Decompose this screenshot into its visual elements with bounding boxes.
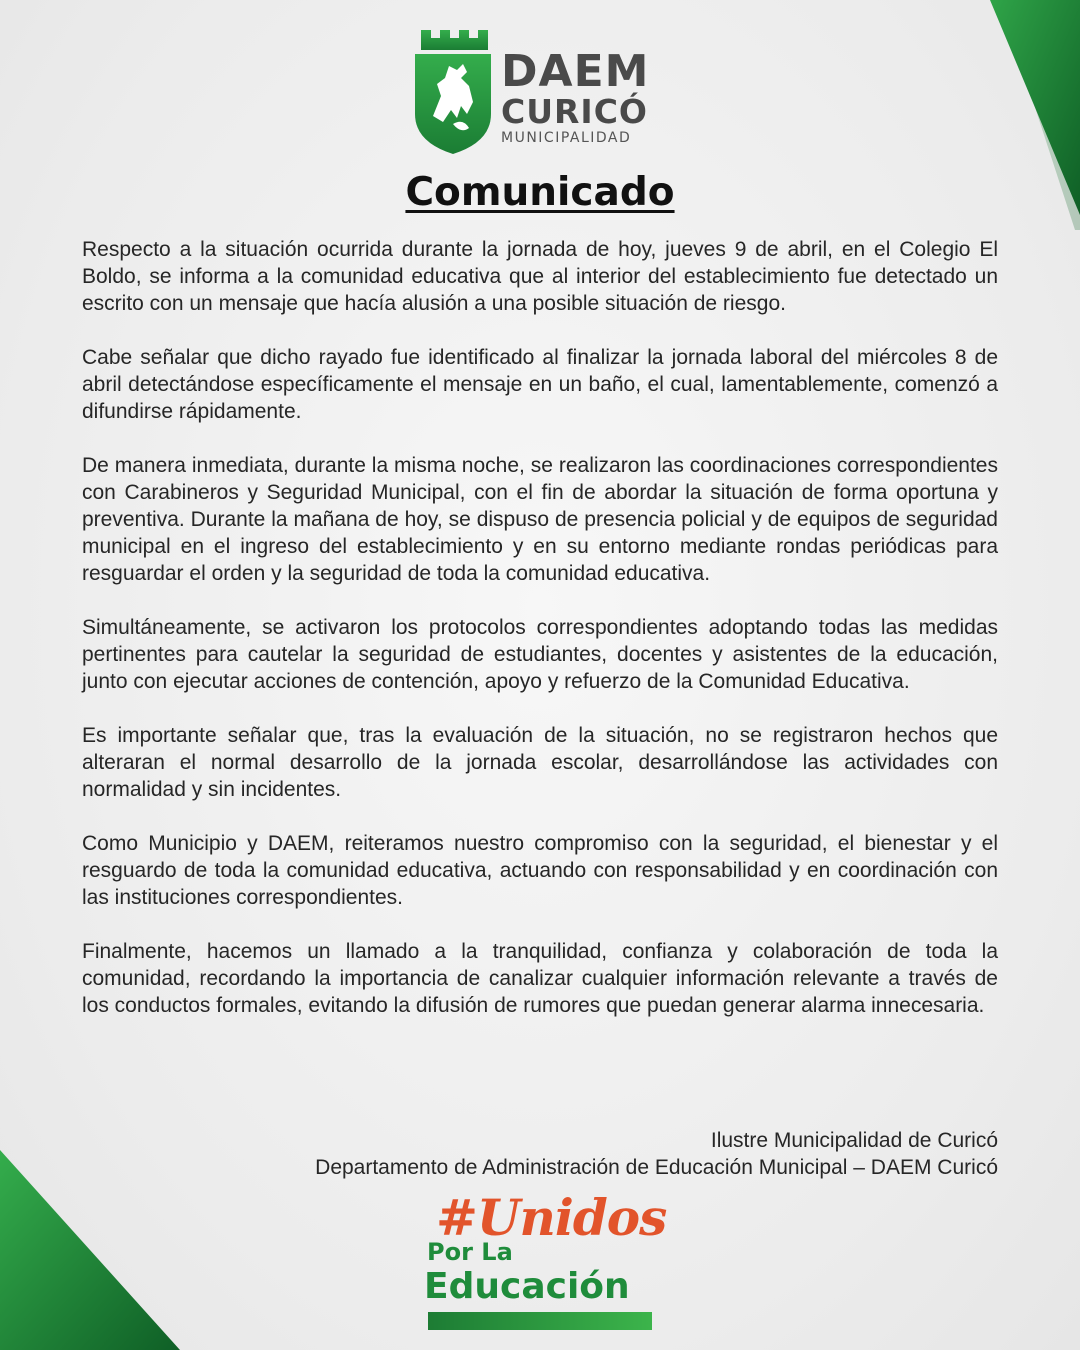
logo-curico: CURICÓ: [501, 92, 648, 131]
page-title: Comunicado: [405, 170, 675, 215]
logo-text: [501, 46, 681, 146]
corner-decoration-bottom-left: [0, 1150, 180, 1350]
signature-line-municipality: Ilustre Municipalidad de Curicó: [710, 1129, 998, 1152]
signature-line-department: Departamento de Administración de Educación Municipal – DAEM Curicó: [315, 1156, 998, 1179]
footer-green-bar: [428, 1312, 652, 1330]
logo-daem: DAEM: [501, 46, 650, 97]
footer-por-la: Por La: [427, 1238, 513, 1266]
paragraph: Simultáneamente, se activaron los protocolos correspondientes adoptando todas las medidas pertinentes para cautelar la seguridad de estudiantes, docentes y asistentes de la educación, junto con ejecutar acciones de contención, apoyo y refuerzo de la Comunidad Educativa.: [82, 616, 998, 693]
unidos-logo: [420, 1188, 667, 1333]
hashtag-unidos: #Unidos: [436, 1188, 667, 1247]
daem-logo: [413, 26, 673, 156]
paragraph: Como Municipio y DAEM, reiteramos nuestro compromiso con la seguridad, el bienestar y el resguardo de toda la comunidad educativa, actuando con responsabilidad y en coordinación con las instituciones correspondientes.: [82, 832, 998, 909]
footer-educacion: Educación: [424, 1266, 630, 1307]
shield-horse-icon: [413, 26, 493, 154]
signature-block: [315, 1127, 998, 1181]
paragraph: Finalmente, hacemos un llamado a la tranquilidad, confianza y colaboración de toda la comunidad, recordando la importancia de canalizar cualquier información relevante a través de los conductos formales, evitando la difusión de rumores que puedan generar alarma innecesaria.: [82, 940, 998, 1017]
paragraph: De manera inmediata, durante la misma noche, se realizaron las coordinaciones correspondientes con Carabineros y Seguridad Municipal, con el fin de abordar la situación de forma oportuna y preventiva. Durante la mañana de hoy, se dispuso de presencia policial y de equipos de seguridad municipal en el ingreso del establecimiento y en su entorno mediante rondas periódicas para resguardar el orden y la seguridad de toda la comunidad educativa.: [82, 454, 998, 585]
logo-municipalidad: MUNICIPALIDAD: [501, 130, 632, 146]
paragraph: Respecto a la situación ocurrida durante la jornada de hoy, jueves 9 de abril, en el Colegio El Boldo, se informa a la comunidad educativa que al interior del establecimiento fue detectado un escrito con un mensaje que hacía alusión a una posible situación de riesgo.: [82, 238, 998, 315]
paragraph: Es importante señalar que, tras la evaluación de la situación, no se registraron hechos que alteraran el normal desarrollo de la jornada escolar, desarrollándose las actividades con normalidad y sin incidentes.: [82, 724, 998, 801]
paragraph: Cabe señalar que dicho rayado fue identificado al finalizar la jornada laboral del miércoles 8 de abril detectándose específicamente el mensaje en un baño, el cual, lamentablemente, comenzó a difundirse rápidamente.: [82, 346, 998, 423]
communique-body: [82, 236, 998, 1019]
